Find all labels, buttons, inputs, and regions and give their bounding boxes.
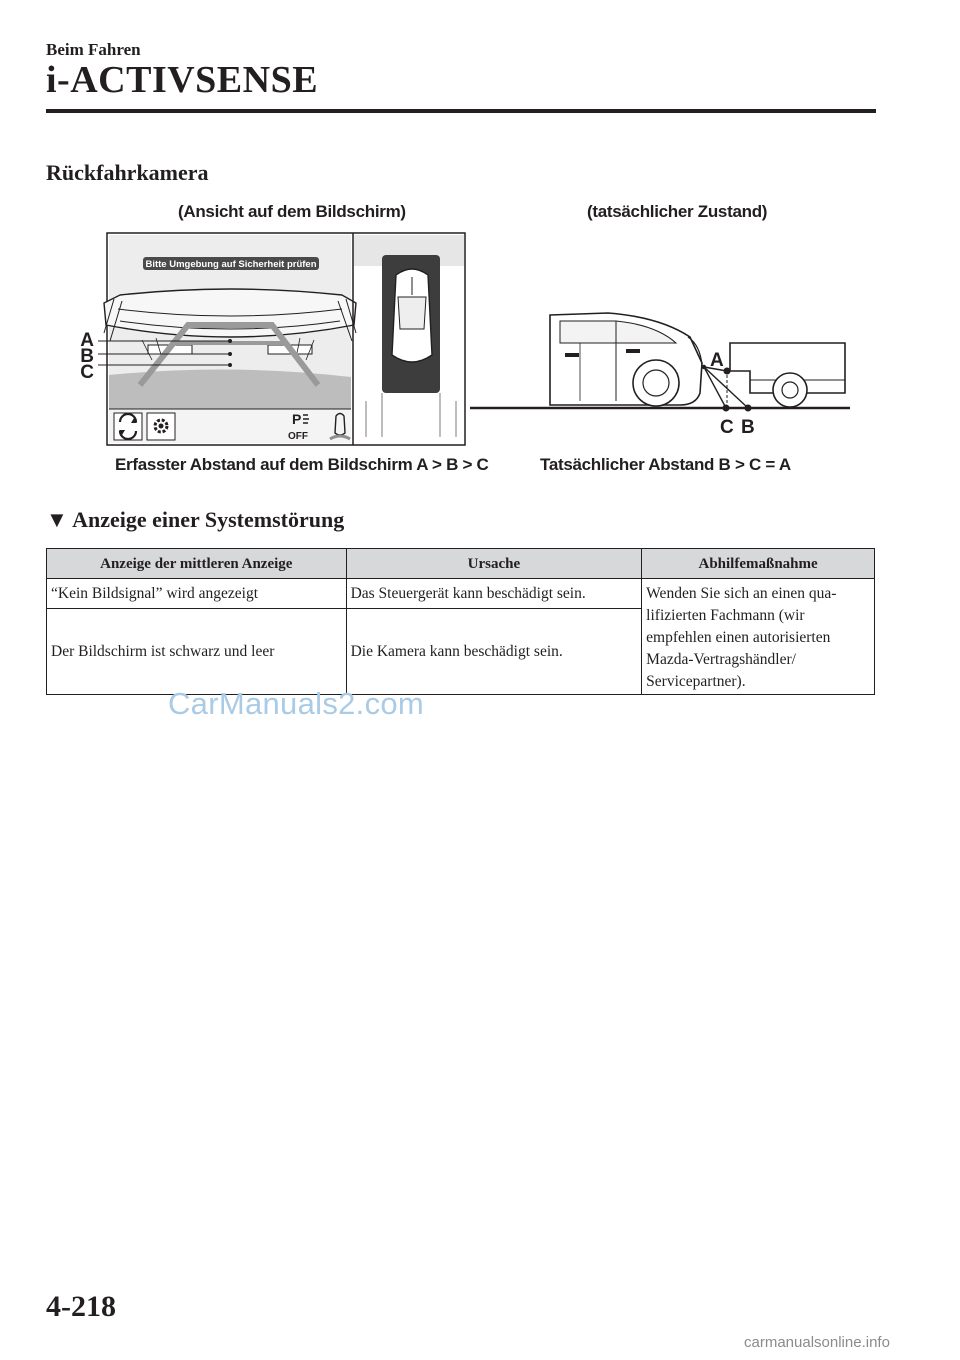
cell-remedy: Wenden Sie sich an einen qua-lifizierten Fachmann (wir empfehlen einen autorisierten Mazda-Vertragshändler/ Servicepartner). [642,579,875,695]
parking-sensor-icon: P [292,411,302,427]
caption-screen-distance: Erfasster Abstand auf dem Bildschirm A > B > C [115,455,489,474]
watermark: CarManuals2.com [168,686,425,721]
camera-screen-panel [80,233,465,445]
table-row [47,579,875,609]
cell-display: Der Bildschirm ist schwarz und leer [47,609,347,695]
caption-actual-distance: Tatsächlicher Abstand B > C = A [540,455,791,474]
screen-label-b: B [80,346,94,367]
screen-label-a: A [80,330,94,351]
chapter-title: Beim Fahren [46,40,141,59]
column-header-display: Anzeige der mittleren Anzeige [47,549,347,579]
fault-heading [46,507,344,533]
cell-cause: Die Kamera kann beschädigt sein. [346,609,642,695]
actual-state-illustration [470,313,850,438]
section-title: i-ACTIVSENSE [46,59,319,101]
fault-table [46,548,875,695]
caption-screen-view: (Ansicht auf dem Bildschirm) [178,202,406,221]
fault-heading-text: Anzeige einer Systemstörung [72,507,345,532]
column-header-remedy: Abhilfemaßnahme [642,549,875,579]
cell-display: “Kein Bildsignal” wird angezeigt [47,579,347,609]
cell-cause: Das Steuergerät kann beschädigt sein. [346,579,642,609]
caption-actual-state: (tatsächlicher Zustand) [587,202,768,221]
triangle-marker-icon: ▼ [46,507,68,532]
actual-label-b: B [741,417,755,438]
off-label: OFF [288,431,308,442]
rear-camera-figure [60,225,860,453]
sub-heading: Rückfahrkamera [46,160,209,185]
column-header-cause: Ursache [346,549,642,579]
footer-site: carmanualsonline.info [744,1334,890,1351]
screen-label-c: C [80,362,94,383]
actual-label-c: C [720,417,734,438]
warning-banner-text: Bitte Umgebung auf Sicherheit prüfen [145,259,317,270]
header-rule [46,109,876,113]
view-switch-button [114,413,142,440]
page-number: 4-218 [46,1290,116,1323]
table-header-row [47,549,875,579]
actual-label-a: A [710,350,724,371]
